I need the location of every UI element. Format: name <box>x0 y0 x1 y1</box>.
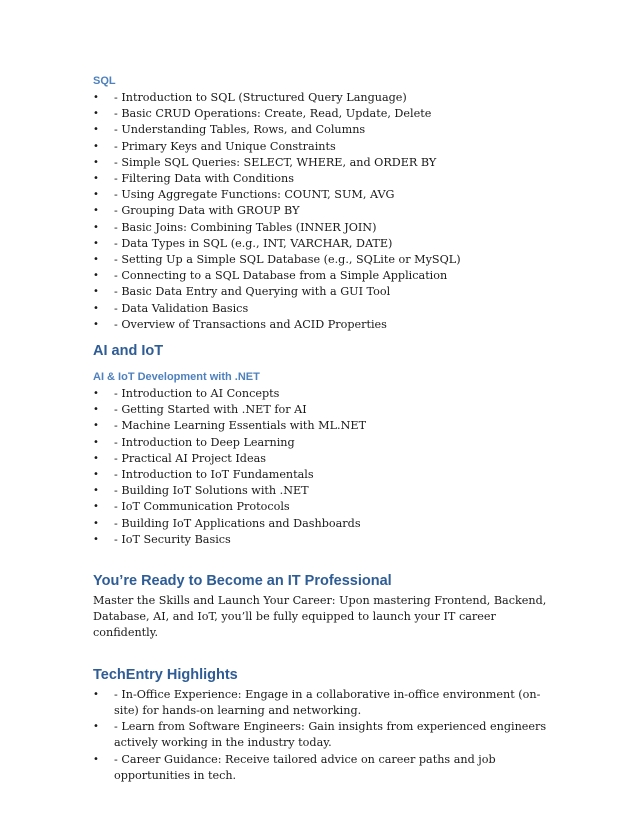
list-item-text: - Data Types in SQL (e.g., INT, VARCHAR, DATE) <box>114 236 393 250</box>
list-item-text: - In-Office Experience: Engage in a collaborative in-office environment (on-site) for hands-on learning and networking. <box>114 687 541 717</box>
list-item-text: - Simple SQL Queries: SELECT, WHERE, and ORDER BY <box>114 155 437 169</box>
list-item-text: - Introduction to AI Concepts <box>114 387 280 401</box>
list-item <box>93 418 553 434</box>
list-item <box>93 155 553 171</box>
list-item-text: - Basic Joins: Combining Tables (INNER JOIN) <box>114 220 377 234</box>
bullet-icon: • <box>93 485 99 497</box>
bullet-icon: • <box>93 173 99 185</box>
bullet-icon: • <box>93 318 99 330</box>
list-item-text: - Learn from Software Engineers: Gain insights from experienced engineers actively working in the industry today. <box>114 720 547 750</box>
list-item <box>93 386 553 402</box>
list-item-text: - Introduction to SQL (Structured Query Language) <box>114 91 407 104</box>
ai-iot-section <box>93 342 553 548</box>
list-item-text: - Using Aggregate Functions: COUNT, SUM, AVG <box>114 188 395 202</box>
list-item-text: - Machine Learning Essentials with ML.NET <box>114 419 367 433</box>
document-page <box>93 74 553 784</box>
bullet-icon: • <box>93 221 99 233</box>
bullet-icon: • <box>93 286 99 298</box>
list-item-text: - IoT Communication Protocols <box>114 500 290 514</box>
list-item <box>93 719 553 751</box>
bullet-icon: • <box>93 688 99 700</box>
bullet-icon: • <box>93 753 99 765</box>
bullet-icon: • <box>93 517 99 529</box>
ai-iot-subheading: AI & IoT Development with .NET <box>93 371 260 384</box>
list-item <box>93 187 553 203</box>
bullet-icon: • <box>93 388 99 400</box>
list-item <box>93 236 553 252</box>
list-item <box>93 220 553 236</box>
sql-section <box>93 74 553 333</box>
bullet-icon: • <box>93 404 99 416</box>
list-item-text: - IoT Security Basics <box>114 532 231 546</box>
list-item <box>93 467 553 483</box>
list-item-text: - Building IoT Applications and Dashboards <box>114 516 361 530</box>
bullet-icon: • <box>93 254 99 266</box>
highlights-heading: TechEntry Highlights <box>93 666 238 683</box>
list-item-text: - Introduction to Deep Learning <box>114 435 295 449</box>
bullet-icon: • <box>93 124 99 136</box>
list-item-text: - Data Validation Basics <box>114 301 249 315</box>
list-item <box>93 483 553 499</box>
bullet-icon: • <box>93 501 99 513</box>
list-item <box>93 171 553 187</box>
list-item <box>93 402 553 418</box>
bullet-icon: • <box>93 156 99 168</box>
list-item <box>93 532 553 548</box>
ready-heading: You’re Ready to Become an IT Professional <box>93 573 392 590</box>
bullet-icon: • <box>93 452 99 464</box>
sql-heading: SQL <box>93 75 116 87</box>
bullet-icon: • <box>93 302 99 314</box>
highlights-section <box>93 666 553 784</box>
bullet-icon: • <box>93 92 99 103</box>
highlights-list <box>93 687 553 784</box>
list-item <box>93 516 553 532</box>
list-item <box>93 139 553 155</box>
bullet-icon: • <box>93 237 99 249</box>
ready-section <box>93 572 553 642</box>
list-item <box>93 301 553 317</box>
bullet-icon: • <box>93 189 99 201</box>
bullet-icon: • <box>93 533 99 545</box>
ai-iot-topic-list <box>93 386 553 548</box>
bullet-icon: • <box>93 205 99 217</box>
list-item <box>93 203 553 219</box>
list-item <box>93 752 553 784</box>
list-item <box>93 90 553 106</box>
list-item <box>93 122 553 138</box>
list-item <box>93 451 553 467</box>
bullet-icon: • <box>93 420 99 432</box>
list-item-text: - Filtering Data with Conditions <box>114 172 294 186</box>
list-item-text: - Basic CRUD Operations: Create, Read, Update, Delete <box>114 107 432 121</box>
list-item-text: - Introduction to IoT Fundamentals <box>114 468 314 482</box>
list-item-text: - Setting Up a Simple SQL Database (e.g., SQLite or MySQL) <box>114 253 461 267</box>
bullet-icon: • <box>93 469 99 481</box>
bullet-icon: • <box>93 436 99 448</box>
list-item-text: - Understanding Tables, Rows, and Columns <box>114 123 366 137</box>
list-item <box>93 499 553 515</box>
list-item <box>93 268 553 284</box>
list-item <box>93 252 553 268</box>
list-item <box>93 106 553 122</box>
list-item-text: - Grouping Data with GROUP BY <box>114 204 300 218</box>
list-item-text: - Getting Started with .NET for AI <box>114 403 307 417</box>
bullet-icon: • <box>93 140 99 152</box>
list-item-text: - Building IoT Solutions with .NET <box>114 484 309 498</box>
list-item <box>93 687 553 719</box>
list-item <box>93 317 553 333</box>
list-item-text: - Career Guidance: Receive tailored advice on career paths and job opportunities in tech. <box>114 752 496 782</box>
ready-paragraph: Master the Skills and Launch Your Career: Upon mastering Frontend, Backend, Database, AI, and IoT, you’ll be fully equipped to launch your IT career confidently. <box>93 594 547 640</box>
bullet-icon: • <box>93 270 99 282</box>
list-item <box>93 284 553 300</box>
list-item <box>93 435 553 451</box>
bullet-icon: • <box>93 108 99 120</box>
list-item-text: - Connecting to a SQL Database from a Simple Application <box>114 269 448 283</box>
list-item-text: - Primary Keys and Unique Constraints <box>114 139 336 153</box>
list-item-text: - Overview of Transactions and ACID Properties <box>114 317 387 331</box>
list-item-text: - Practical AI Project Ideas <box>114 451 266 465</box>
list-item-text: - Basic Data Entry and Querying with a GUI Tool <box>114 285 391 299</box>
sql-topic-list <box>93 90 553 333</box>
bullet-icon: • <box>93 721 99 733</box>
ai-iot-heading: AI and IoT <box>93 343 164 360</box>
